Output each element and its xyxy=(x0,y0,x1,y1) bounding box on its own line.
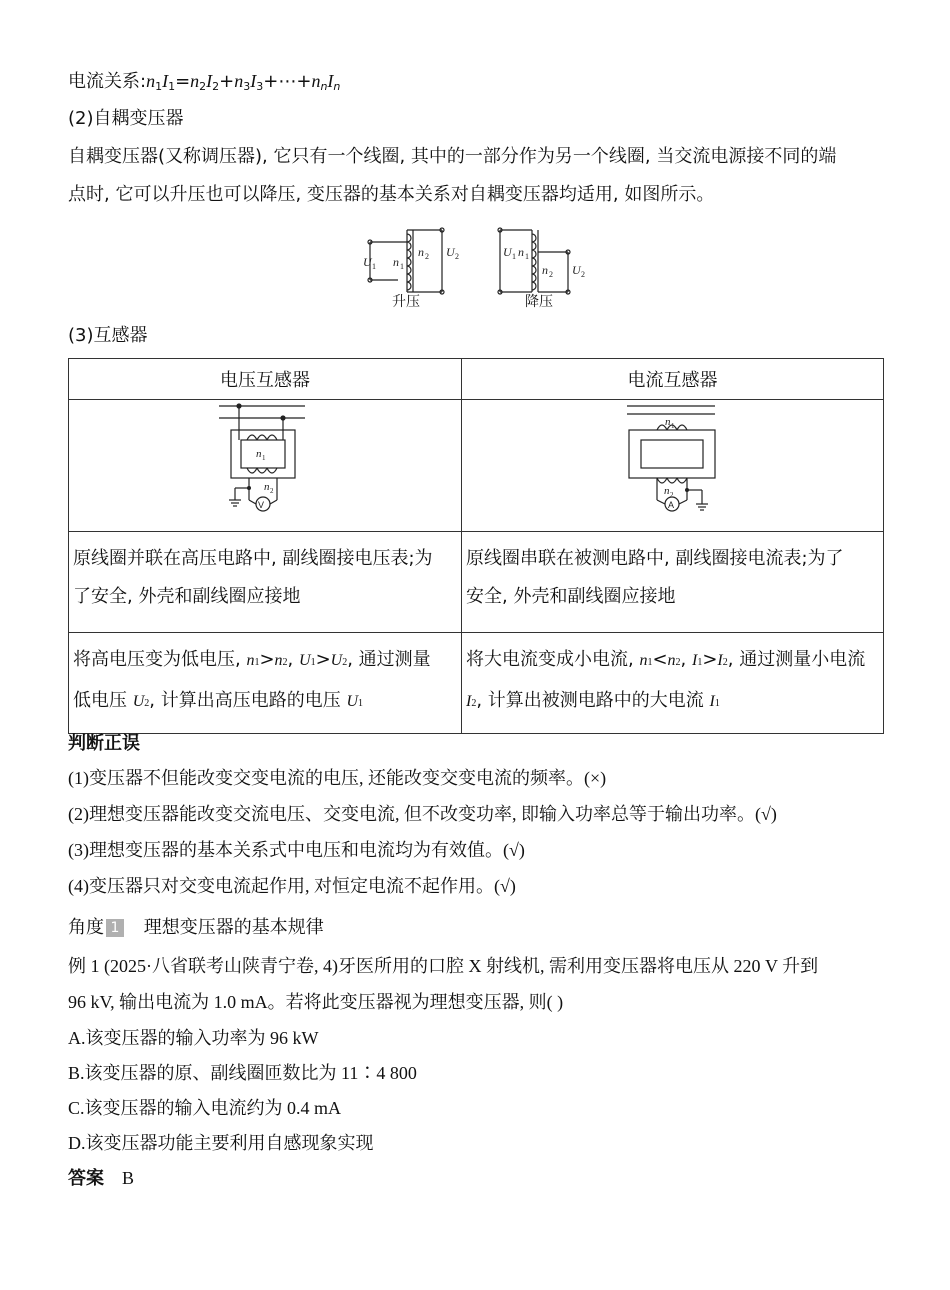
current-transformer-figure-cell xyxy=(462,400,884,532)
svg-text:1: 1 xyxy=(400,262,404,271)
voltage-transformer-diagram xyxy=(69,400,462,526)
section2-heading: (2)自耦变压器 xyxy=(68,108,184,129)
table-function-row xyxy=(69,633,884,734)
voltage-transformer-figure-cell xyxy=(69,400,462,532)
svg-text:n: n xyxy=(542,263,548,277)
svg-text:n: n xyxy=(418,245,424,259)
svg-text:1: 1 xyxy=(512,252,516,261)
svg-text:U: U xyxy=(572,263,581,277)
svg-text:1: 1 xyxy=(372,262,376,271)
judge-item-3: (3)理想变压器的基本关系式中电压和电流均为有效值。(√) xyxy=(68,840,525,860)
svg-text:n: n xyxy=(264,481,270,493)
svg-text:U: U xyxy=(446,245,455,259)
svg-text:2: 2 xyxy=(270,487,274,495)
section3-heading: (3)互感器 xyxy=(68,325,148,346)
figure-caption-step-down: 降压 xyxy=(525,295,553,310)
judge-item-1: (1)变压器不但能改变交变电流的电压, 还能改变交变电流的频率。(×) xyxy=(68,768,607,788)
judge-heading: 判断正误 xyxy=(68,733,140,754)
svg-text:n: n xyxy=(664,485,670,497)
header-current-transformer: 电流互感器 xyxy=(462,359,884,400)
current-function-cell: 将大电流变成小电流, n1<n2, I1>I2, 通过测量小电流 I2, 计算出被测电路中的大电流 I1 xyxy=(462,633,884,734)
svg-text:n: n xyxy=(518,245,524,259)
judge-item-2: (2)理想变压器能改变交流电压、交变电流, 但不改变功率, 即输入功率总等于输出功率。(√) xyxy=(68,804,777,824)
example-line-2: 96 kV, 输出电流为 1.0 mA。若将此变压器视为理想变压器, 则( ) xyxy=(68,992,564,1012)
svg-text:2: 2 xyxy=(581,270,585,279)
svg-text:1: 1 xyxy=(525,252,529,261)
answer: 答案 B xyxy=(68,1168,135,1189)
svg-text:U: U xyxy=(503,245,512,259)
svg-text:n: n xyxy=(393,255,399,269)
table-connection-row xyxy=(69,532,884,633)
header-voltage-transformer: 电压互感器 xyxy=(69,359,462,400)
judge-item-4: (4)变压器只对交变电流起作用, 对恒定电流不起作用。(√) xyxy=(68,876,516,896)
svg-text:n: n xyxy=(256,448,262,460)
svg-text:2: 2 xyxy=(455,252,459,261)
current-relation: 电流关系$:n_1I_1=n_2I_2+n_3I_3+\cdots+n_nI_n$ xyxy=(68,71,341,93)
table-figure-row xyxy=(69,400,884,532)
option-c: C.该变压器的输入电流约为 0.4 mA xyxy=(68,1098,342,1118)
current-transformer-diagram xyxy=(462,400,884,526)
svg-text:2: 2 xyxy=(549,270,553,279)
angle-number-badge: 1 xyxy=(106,919,124,937)
paragraph-line-2: 点时, 它可以升压也可以降压, 变压器的基本关系对自耦变压器均适用, 如图所示。 xyxy=(68,184,715,205)
svg-text:n: n xyxy=(665,416,671,428)
option-d: D.该变压器功能主要利用自感现象实现 xyxy=(68,1133,374,1153)
angle-heading: 角度 1 理想变压器的基本规律 xyxy=(68,917,324,938)
svg-text:U: U xyxy=(363,255,372,269)
svg-text:V: V xyxy=(258,500,265,510)
svg-text:2: 2 xyxy=(670,491,674,499)
figure-caption-step-up: 升压 xyxy=(392,295,420,310)
svg-text:A: A xyxy=(668,500,675,510)
svg-text:1: 1 xyxy=(262,454,266,462)
instrument-transformer-table xyxy=(68,358,884,734)
current-connection-cell: 原线圈串联在被测电路中, 副线圈接电流表;为了 安全, 外壳和副线圈应接地 xyxy=(462,532,884,633)
option-b: B.该变压器的原、副线圈匝数比为 11∶4 800 xyxy=(68,1063,417,1083)
example-line-1: 例 1 (2025·八省联考山陕青宁卷, 4)牙医所用的口腔 X 射线机, 需利用变压器将电压从 220 V 升到 xyxy=(68,956,819,976)
voltage-connection-cell: 原线圈并联在高压电路中, 副线圈接电压表;为 了安全, 外壳和副线圈应接地 xyxy=(69,532,462,633)
option-a: A.该变压器的输入功率为 96 kW xyxy=(68,1028,319,1048)
table-header-row xyxy=(69,359,884,400)
svg-text:2: 2 xyxy=(425,252,429,261)
svg-text:1: 1 xyxy=(671,422,675,430)
voltage-function-cell: 将高电压变为低电压, n1>n2, U1>U2, 通过测量 低电压 U2, 计算出高压电路的电压 U1 xyxy=(69,633,462,734)
paragraph-line-1: 自耦变压器(又称调压器), 它只有一个线圈, 其中的一部分作为另一个线圈, 当交流电源接不同的端 xyxy=(68,146,837,167)
